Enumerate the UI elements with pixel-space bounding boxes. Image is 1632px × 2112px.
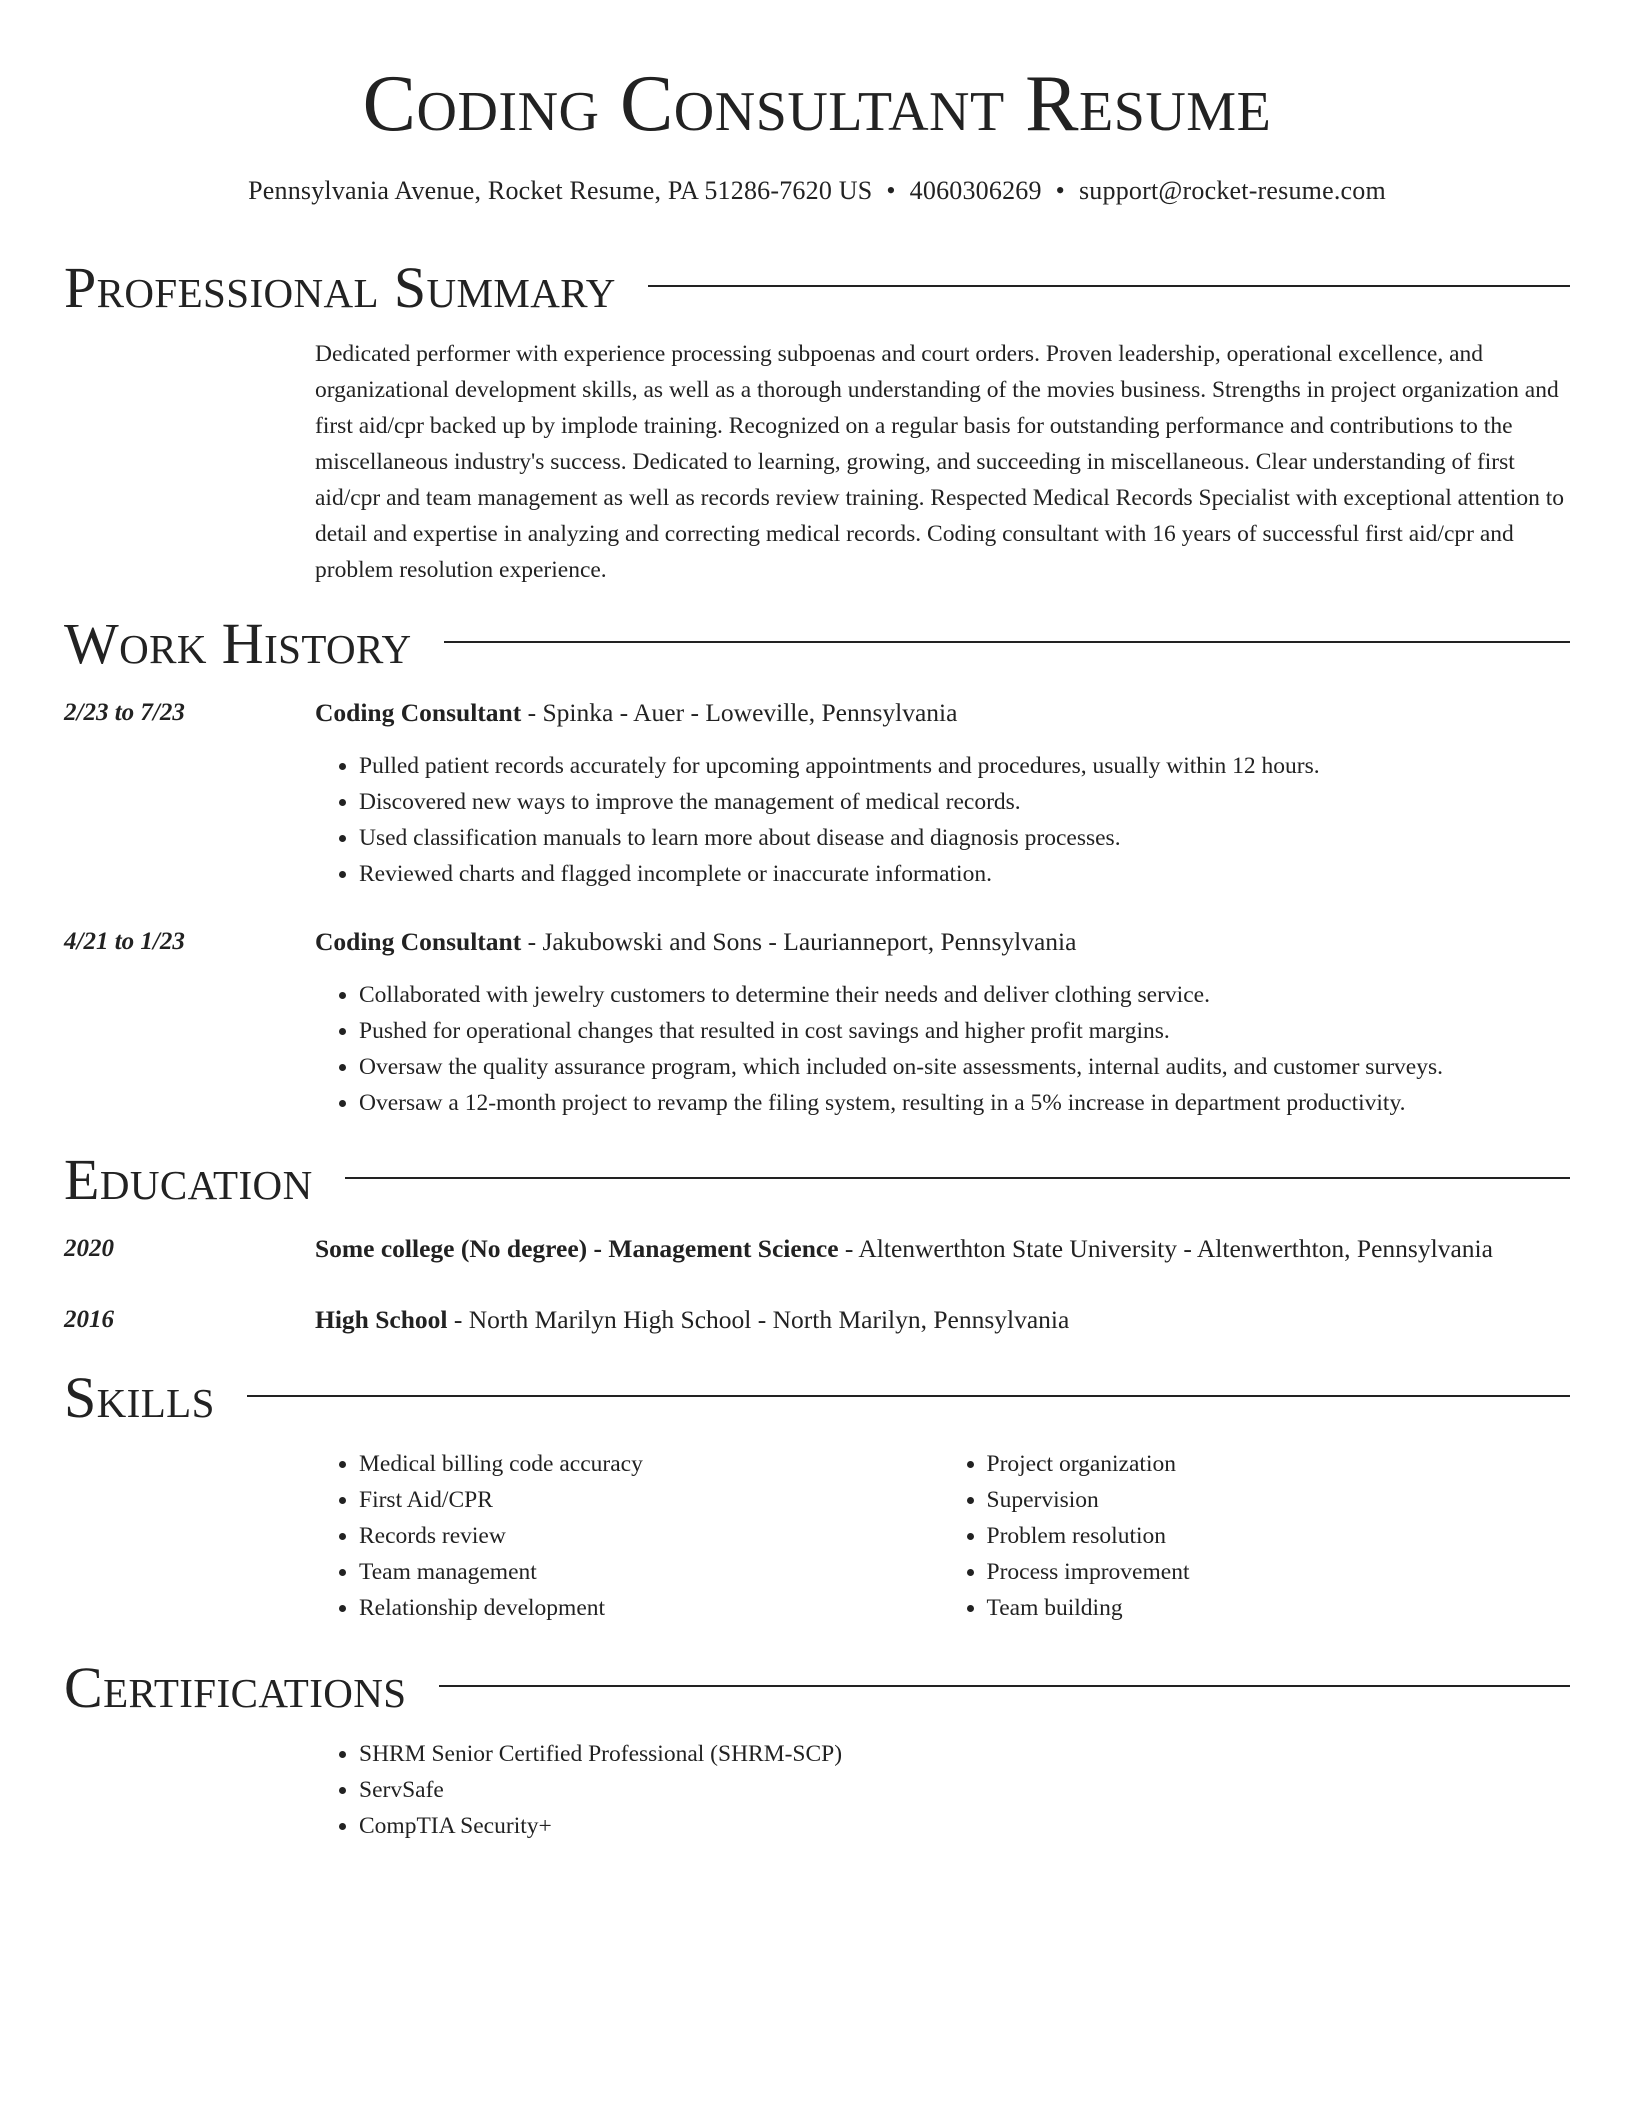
skills-column-right — [943, 1446, 1571, 1626]
job-details: - Spinka - Auer - Loweville, Pennsylvania — [521, 698, 958, 727]
job-dates: 4/21 to 1/23 — [64, 928, 185, 955]
skills-list — [315, 1446, 1570, 1626]
skills-column-left — [315, 1446, 943, 1626]
job-bullets — [315, 748, 1570, 892]
list-item: • Pulled patient records accurately for upcoming appointments and procedures, usually within 12 hours. — [359, 748, 1570, 784]
contact-phone: 4060306269 — [909, 176, 1042, 205]
summary-body — [315, 336, 1570, 588]
work-heading: Work History — [64, 611, 412, 676]
certifications-section-header — [64, 1656, 1570, 1720]
job-title: Coding Consultant — [315, 927, 522, 956]
education-heading: Education — [64, 1147, 313, 1212]
certifications-heading: Certifications — [64, 1655, 407, 1720]
summary-section-header — [64, 256, 1570, 320]
education-degree: High School — [315, 1305, 448, 1334]
resume-title: Coding Consultant Resume — [362, 60, 1272, 148]
job-details: - Jakubowski and Sons - Laurianneport, Pennsylvania — [521, 927, 1077, 956]
list-item: • Pushed for operational changes that resulted in cost savings and higher profit margins. — [359, 1013, 1570, 1049]
certification-item: • ServSafe — [359, 1772, 1570, 1808]
list-item: • Used classification manuals to learn more about disease and diagnosis processes. — [359, 820, 1570, 856]
certification-item: • SHRM Senior Certified Professional (SHRM-SCP) — [359, 1736, 1570, 1772]
list-item: • Discovered new ways to improve the management of medical records. — [359, 784, 1570, 820]
section-divider — [439, 1685, 1571, 1687]
skill-item: • Team management — [359, 1554, 943, 1590]
job-header — [315, 696, 957, 730]
contact-line — [64, 174, 1570, 208]
certification-item: • CompTIA Security+ — [359, 1808, 1570, 1844]
education-entry — [315, 1232, 1493, 1266]
section-divider — [444, 641, 1570, 643]
education-degree: Some college (No degree) - Management Science — [315, 1234, 839, 1263]
education-entry — [315, 1303, 1069, 1337]
summary-heading: Professional Summary — [64, 255, 616, 320]
education-year: 2020 — [64, 1235, 114, 1262]
education-details: - North Marilyn High School - North Marilyn, Pennsylvania — [447, 1305, 1070, 1334]
skill-item: • Problem resolution — [987, 1518, 1571, 1554]
list-item: • Oversaw the quality assurance program, which included on-site assessments, internal audits, and customer surveys. — [359, 1049, 1570, 1085]
job-title: Coding Consultant — [315, 698, 522, 727]
skill-item: • Process improvement — [987, 1554, 1571, 1590]
skill-item: • Records review — [359, 1518, 943, 1554]
job-dates: 2/23 to 7/23 — [64, 699, 185, 726]
list-item: • Oversaw a 12-month project to revamp the filing system, resulting in a 5% increase in department productivity. — [359, 1085, 1570, 1121]
skill-item: • Supervision — [987, 1482, 1571, 1518]
work-section-header — [64, 612, 1570, 676]
contact-separator: • — [1055, 176, 1065, 205]
skill-item: • Medical billing code accuracy — [359, 1446, 943, 1482]
skill-item: • Project organization — [987, 1446, 1571, 1482]
skills-section-header — [64, 1366, 1570, 1430]
education-section-header — [64, 1148, 1570, 1212]
list-item: • Reviewed charts and flagged incomplete or inaccurate information. — [359, 856, 1570, 892]
skill-item: • First Aid/CPR — [359, 1482, 943, 1518]
section-divider — [247, 1395, 1570, 1397]
education-year: 2016 — [64, 1306, 114, 1333]
section-divider — [345, 1177, 1570, 1179]
certifications-list — [315, 1736, 1570, 1844]
contact-separator: • — [886, 176, 896, 205]
contact-email: support@rocket-resume.com — [1078, 176, 1386, 205]
contact-address: Pennsylvania Avenue, Rocket Resume, PA 51286-7620 US — [248, 176, 873, 205]
summary-text: Dedicated performer with experience processing subpoenas and court orders. Proven leadership, operational excellence, and organizational development skills, as well as a thorough understanding of the movies business. Strengths in project organization and first aid/cpr backed up by implode training. Recognized on a regular basis for outstanding performance and contributions to the miscellaneous industry's success. Dedicated to learning, growing, and succeeding in miscellaneous. Clear understanding of first aid/cpr and team management as well as records review training. Respected Medical Records Specialist with exceptional attention to detail and expertise in analyzing and correcting medical records. Coding consultant with 16 years of successful first aid/cpr and problem resolution experience. — [315, 341, 1564, 583]
skill-item: • Team building — [987, 1590, 1571, 1626]
skill-item: • Relationship development — [359, 1590, 943, 1626]
education-details: - Altenwerthton State University - Altenwerthton, Pennsylvania — [838, 1234, 1493, 1263]
list-item: • Collaborated with jewelry customers to determine their needs and deliver clothing service. — [359, 977, 1570, 1013]
skills-heading: Skills — [64, 1365, 215, 1430]
job-bullets — [315, 977, 1570, 1121]
section-divider — [648, 285, 1570, 287]
job-header — [315, 925, 1076, 959]
